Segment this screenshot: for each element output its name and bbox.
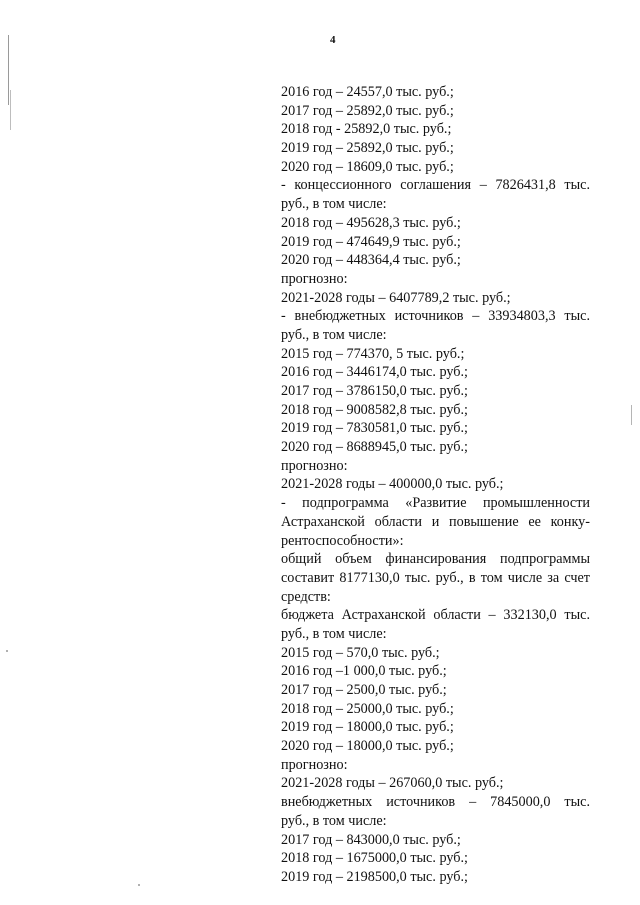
document-line: 2016 год – 24557,0 тыс. руб.;: [281, 84, 454, 100]
document-line: прогнозно:: [281, 457, 348, 474]
document-line: 2020 год – 18000,0 тыс. руб.;: [281, 738, 454, 755]
document-line: внебюджетных источников – 7845000,0 тыс.: [281, 794, 590, 811]
document-line: средств:: [281, 588, 331, 605]
document-line: 2020 год – 8688945,0 тыс. руб.;: [281, 439, 468, 456]
scan-artifact-line: [10, 90, 11, 130]
scan-artifact-dot: [138, 884, 140, 886]
document-line: - концессионного соглашения – 7826431,8 тыс.: [281, 177, 590, 194]
page-number: 4: [330, 34, 336, 46]
document-line: прогнозно:: [281, 270, 348, 287]
document-line: составит 8177130,0 тыс. руб., в том числе за счет: [281, 569, 590, 586]
document-line: 2017 год – 3786150,0 тыс. руб.;: [281, 383, 468, 399]
document-body: [281, 83, 590, 887]
document-line: 2018 год - 25892,0 тыс. руб.;: [281, 121, 452, 138]
document-line: прогнозно:: [281, 756, 348, 773]
scan-artifact-dot: [6, 650, 8, 652]
document-line: 2015 год – 774370, 5 тыс. руб.;: [281, 345, 465, 362]
document-line: 2019 год – 474649,9 тыс. руб.;: [281, 233, 461, 250]
document-line: 2017 год – 25892,0 тыс. руб.;: [281, 102, 454, 119]
document-line: рентоспособности»:: [281, 532, 404, 549]
document-line: 2018 год – 1675000,0 тыс. руб.;: [281, 850, 468, 867]
document-line: 2021-2028 годы – 267060,0 тыс. руб.;: [281, 775, 504, 792]
document-line: - подпрограмма «Развитие промышленности: [281, 495, 590, 512]
document-line: 2016 год –1 000,0 тыс. руб.;: [281, 663, 447, 680]
document-line: 2017 год – 2500,0 тыс. руб.;: [281, 682, 447, 698]
document-line: 2021-2028 годы – 400000,0 тыс. руб.;: [281, 476, 504, 493]
document-line: 2019 год – 25892,0 тыс. руб.;: [281, 140, 454, 157]
document-line: 2018 год – 495628,3 тыс. руб.;: [281, 214, 461, 231]
document-line: 2015 год – 570,0 тыс. руб.;: [281, 644, 440, 661]
document-line: 2018 год – 9008582,8 тыс. руб.;: [281, 401, 468, 418]
document-line: 2020 год – 18609,0 тыс. руб.;: [281, 158, 454, 175]
document-line: - внебюджетных источников – 33934803,3 тыс.: [281, 308, 590, 325]
document-line: 2016 год – 3446174,0 тыс. руб.;: [281, 364, 468, 381]
scan-artifact-line: [631, 405, 632, 425]
document-line: 2021-2028 годы – 6407789,2 тыс. руб.;: [281, 289, 511, 306]
document-line: руб., в том числе:: [281, 326, 387, 343]
document-line: общий объем финансирования подпрограммы: [281, 551, 590, 568]
document-line: бюджета Астраханской области – 332130,0 тыс.: [281, 607, 590, 624]
document-line: 2019 год – 2198500,0 тыс. руб.;: [281, 868, 468, 885]
document-line: 2019 год – 18000,0 тыс. руб.;: [281, 719, 454, 736]
document-line: 2019 год – 7830581,0 тыс. руб.;: [281, 420, 468, 437]
document-line: руб., в том числе:: [281, 812, 387, 829]
document-line: руб., в том числе:: [281, 625, 387, 642]
document-line: 2017 год – 843000,0 тыс. руб.;: [281, 831, 461, 848]
document-line: 2020 год – 448364,4 тыс. руб.;: [281, 252, 461, 269]
document-line: руб., в том числе:: [281, 196, 387, 213]
document-line: 2018 год – 25000,0 тыс. руб.;: [281, 700, 454, 717]
document-line: Астраханской области и повышение ее конку-: [281, 513, 590, 530]
scan-artifact-line: [8, 35, 9, 105]
